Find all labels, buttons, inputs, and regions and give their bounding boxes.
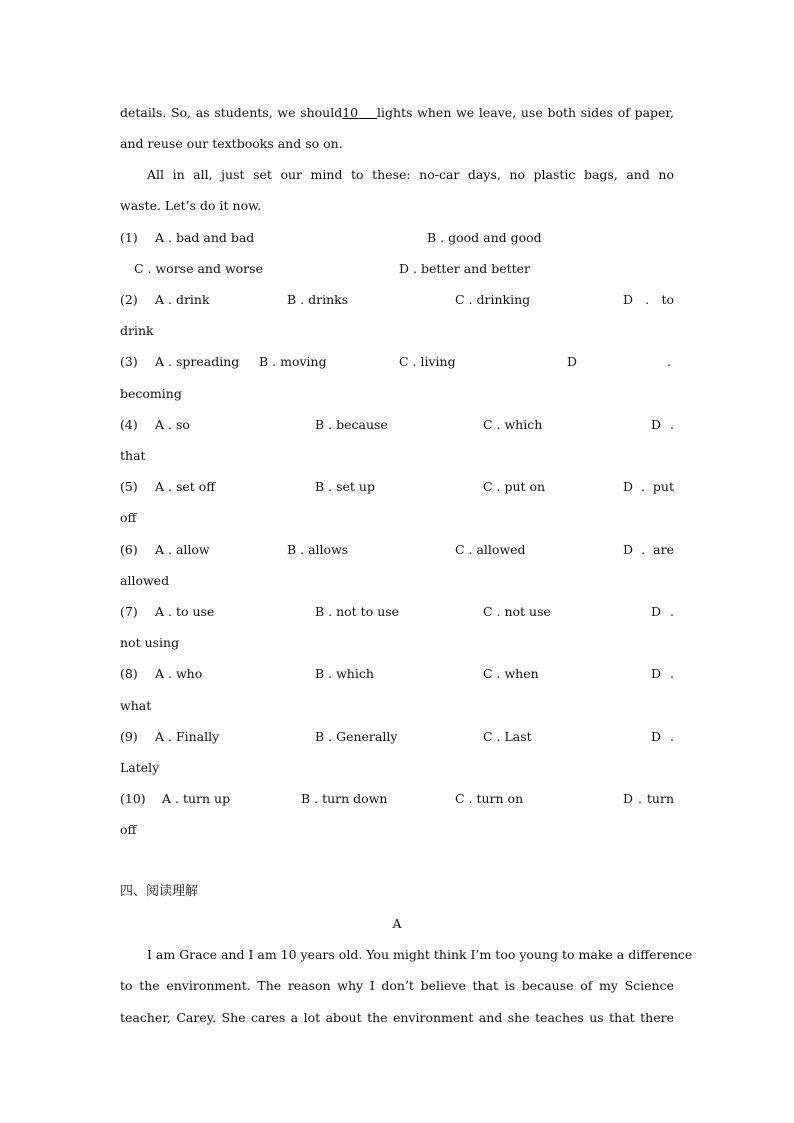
passage-line-1	[120, 105, 674, 121]
option-c: C . Last	[483, 729, 532, 744]
option-d-wrap: that	[120, 448, 146, 463]
blank-10: 10	[342, 105, 359, 120]
reading-line-2: to the environment. The reason why I don’t believe that is because of my Science	[120, 978, 674, 993]
option-d-letter: D	[567, 354, 578, 369]
option-d: D .	[651, 417, 674, 432]
passage-line-4: waste. Let’s do it now.	[120, 198, 262, 213]
question-number: (1)	[120, 230, 138, 245]
option-b: B . set up	[315, 479, 375, 494]
question-number: (8)	[120, 666, 138, 681]
option-d: D . to	[623, 292, 674, 307]
option-c: C . allowed	[455, 542, 526, 557]
passage-line-2: and reuse our textbooks and so on.	[120, 136, 343, 151]
question-number: (5)	[120, 479, 138, 494]
option-c: C . worse and worse	[134, 261, 263, 276]
option-d-wrap: becoming	[120, 386, 182, 401]
option-c: C . turn on	[455, 791, 524, 806]
passage-text: lights when we leave, use both sides of paper,	[376, 105, 674, 120]
option-b: B . allows	[287, 542, 349, 557]
question-number: (3)	[120, 354, 138, 369]
option-b: B . Generally	[315, 729, 398, 744]
question-number: (7)	[120, 604, 138, 619]
option-d: D . put	[623, 479, 674, 494]
option-d-wrap: allowed	[120, 573, 170, 588]
option-c: C . drinking	[455, 292, 531, 307]
option-d: D .	[651, 666, 674, 681]
option-b: B . which	[315, 666, 374, 681]
option-a: A . so	[155, 417, 190, 432]
question-number: (9)	[120, 729, 138, 744]
option-a: A . allow	[155, 542, 210, 557]
option-a: A . turn up	[162, 791, 231, 806]
option-a: A . who	[155, 666, 203, 681]
option-a: A . set off	[155, 479, 216, 494]
option-d: D .	[651, 604, 674, 619]
passage-label: A	[392, 916, 402, 931]
section-heading: 四、阅读理解	[120, 884, 199, 899]
option-a: A . to use	[155, 604, 215, 619]
option-d-wrap: what	[120, 698, 152, 713]
option-a: A . drink	[155, 292, 210, 307]
reading-line-1: I am Grace and I am 10 years old. You might think I’m too young to make a difference	[147, 947, 693, 962]
option-d: D . better and better	[399, 261, 531, 276]
option-d-wrap: off	[120, 510, 137, 525]
passage-line-3: All in all, just set our mind to these: no-car days, no plastic bags, and no	[147, 167, 674, 182]
option-d-wrap: Lately	[120, 760, 160, 775]
option-d-dot: .	[667, 354, 671, 369]
passage-text: details. So, as students, we should	[120, 105, 343, 120]
question-number: (2)	[120, 292, 138, 307]
option-d-wrap: drink	[120, 323, 154, 338]
option-d: D . are	[623, 542, 674, 557]
option-c: C . which	[483, 417, 543, 432]
option-c: C . not use	[483, 604, 551, 619]
reading-line-3: teacher, Carey. She cares a lot about the environment and she teaches us that there	[120, 1010, 674, 1025]
question-number: (4)	[120, 417, 138, 432]
question-number: (6)	[120, 542, 138, 557]
option-d: D . turn	[623, 791, 674, 806]
option-b: B . moving	[259, 354, 327, 369]
option-d-wrap: off	[120, 822, 137, 837]
option-b: B . not to use	[315, 604, 400, 619]
option-b: B . good and good	[427, 230, 542, 245]
option-d-wrap: not using	[120, 635, 180, 650]
option-b: B . turn down	[301, 791, 388, 806]
option-a: A . bad and bad	[155, 230, 255, 245]
option-b: B . drinks	[287, 292, 349, 307]
option-b: B . because	[315, 417, 388, 432]
option-c: C . when	[483, 666, 539, 681]
option-a: A . spreading	[155, 354, 240, 369]
option-a: A . Finally	[155, 729, 220, 744]
option-d: D .	[651, 729, 674, 744]
question-number: (10)	[120, 791, 146, 806]
option-c: C . put on	[483, 479, 546, 494]
option-c: C . living	[399, 354, 456, 369]
